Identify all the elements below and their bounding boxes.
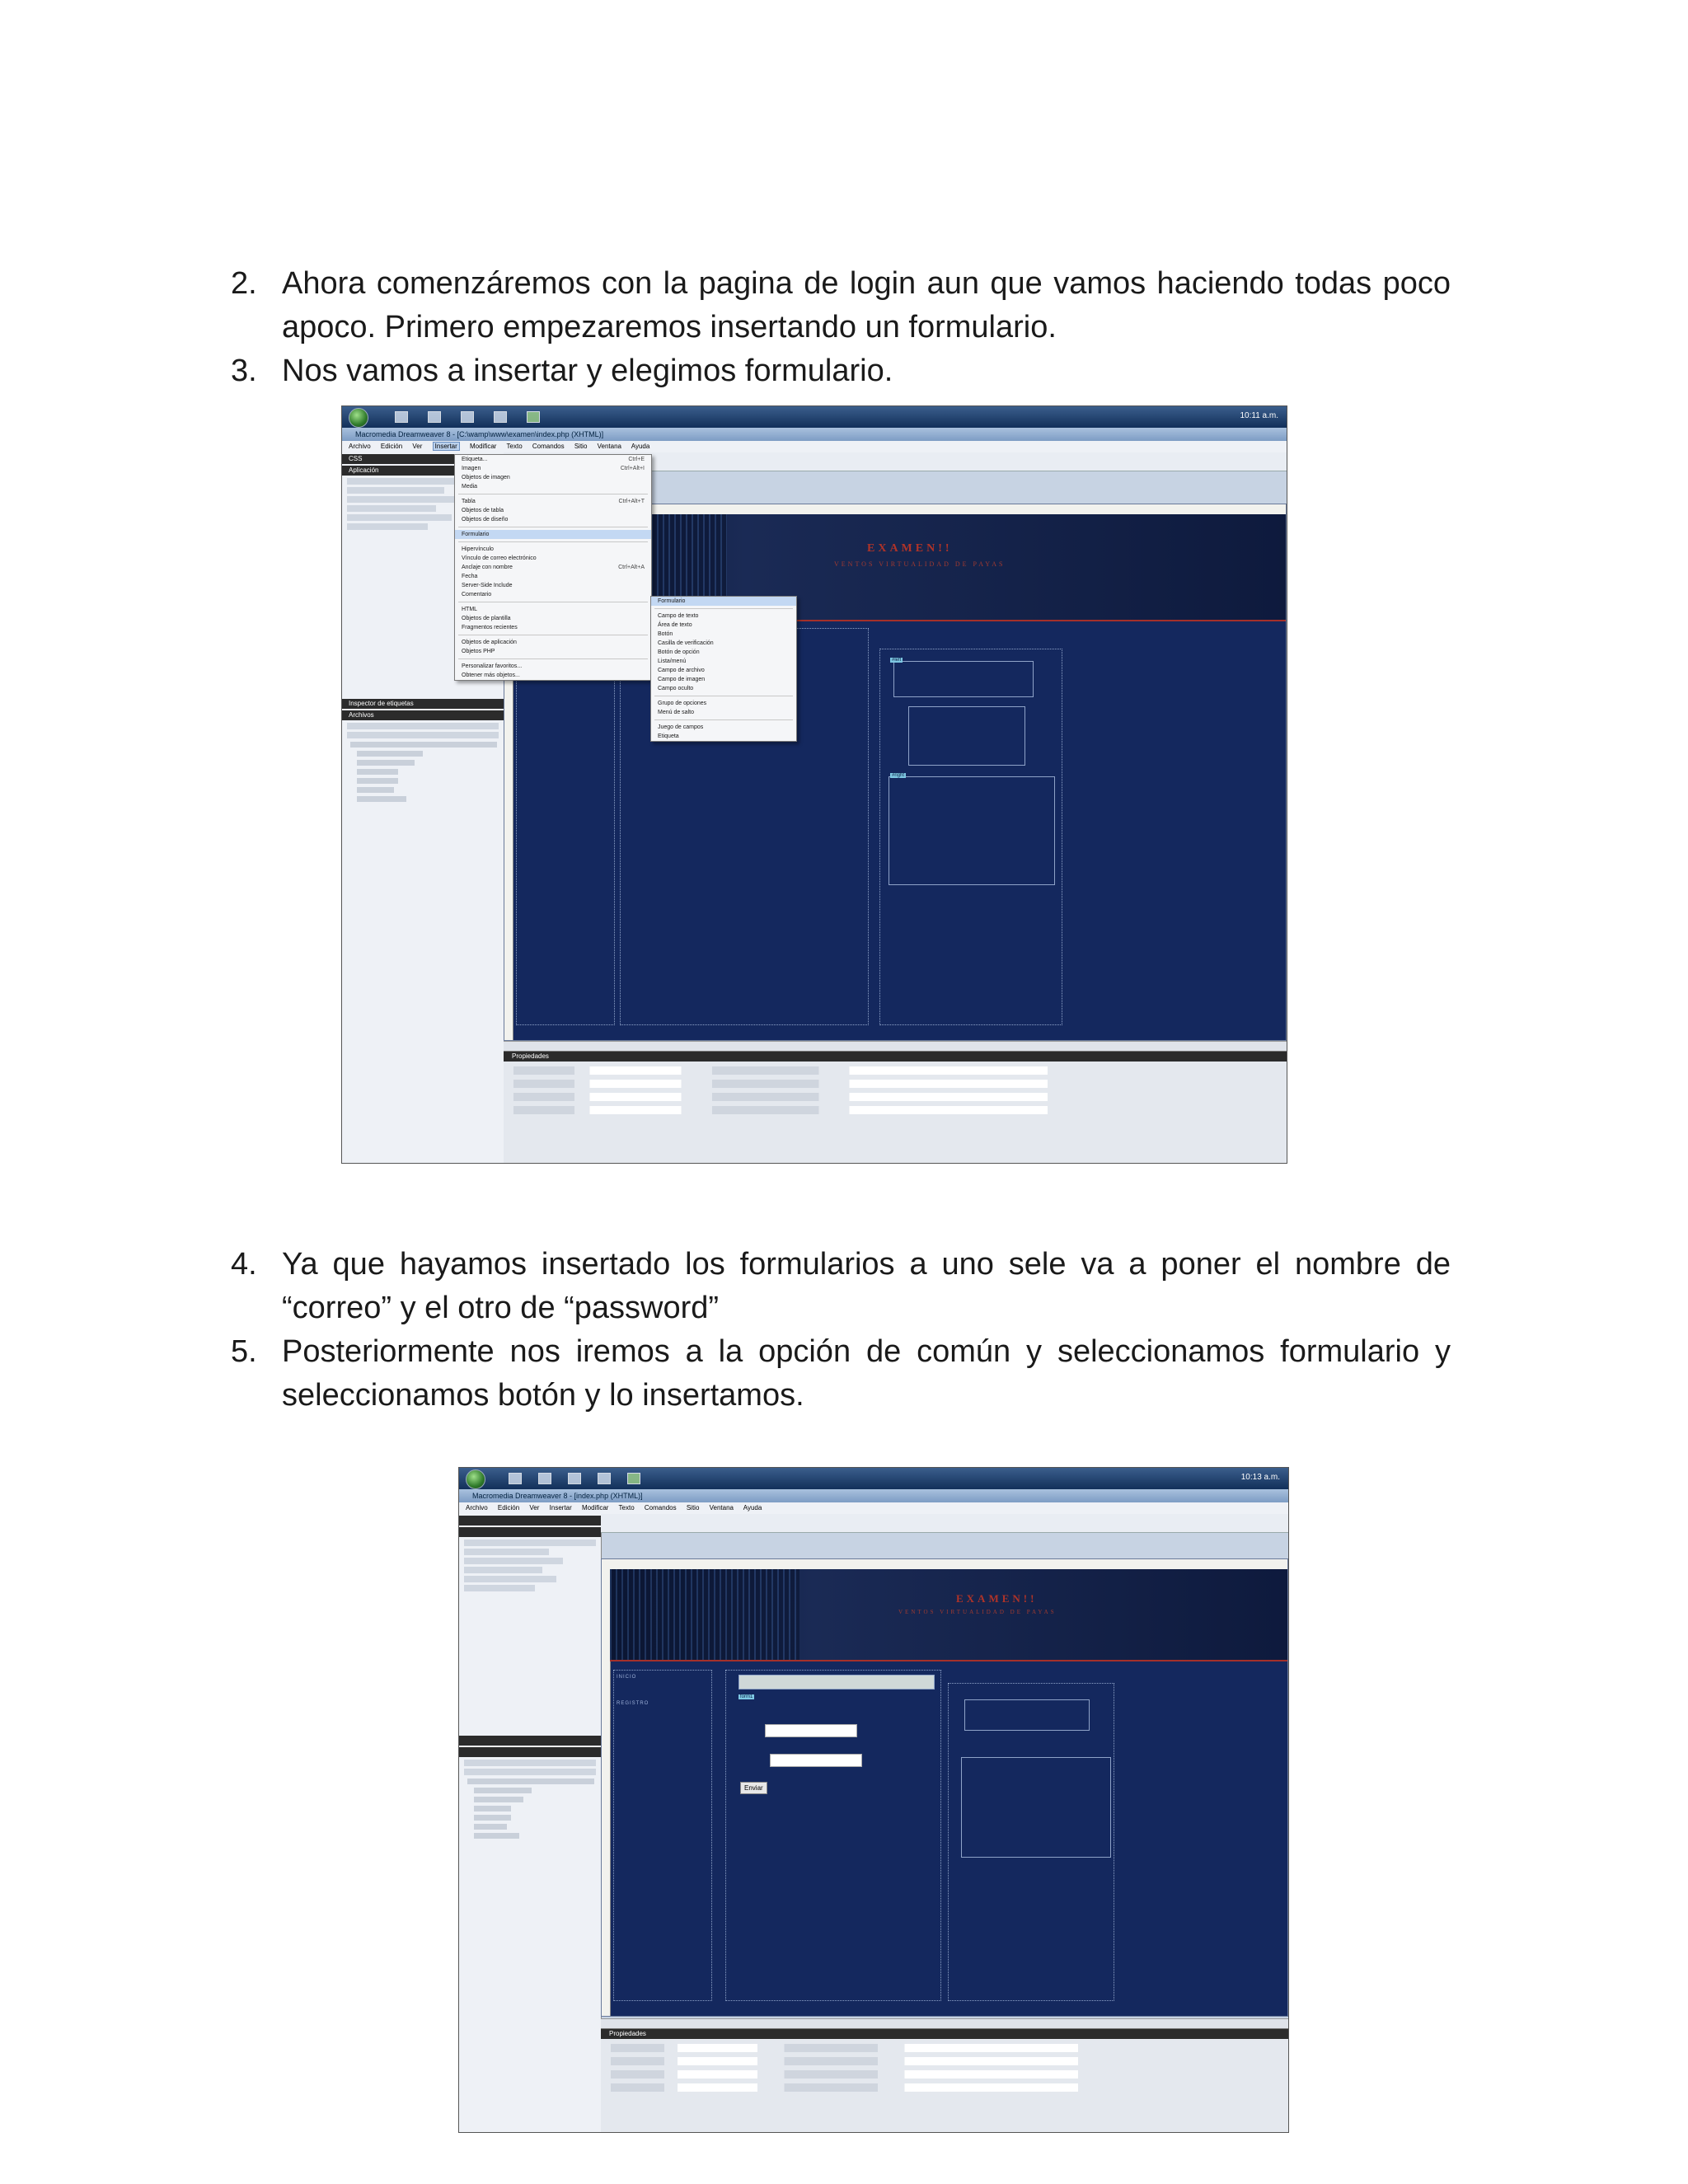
panel-content-line xyxy=(464,1558,563,1564)
menu-modificar[interactable]: Modificar xyxy=(470,443,497,450)
file-tree-item[interactable] xyxy=(467,1779,594,1784)
tray-clock: 10:11 a.m. xyxy=(1240,411,1278,420)
properties-header[interactable]: Propiedades xyxy=(504,1052,1287,1062)
layout-cell xyxy=(516,628,615,1025)
menu-item-objetos-aplicacion[interactable]: Objetos de aplicación xyxy=(462,640,517,645)
taskbar-icon[interactable] xyxy=(428,411,441,423)
menu-archivo[interactable]: Archivo xyxy=(349,443,371,450)
properties-row[interactable] xyxy=(611,2044,1278,2052)
menu-texto[interactable]: Texto xyxy=(618,1504,635,1511)
banner-subtitle: VENTOS VIRTUALIDAD DE PAYAS xyxy=(834,560,1006,568)
menu-comandos[interactable]: Comandos xyxy=(532,443,565,450)
menu-item-imagen[interactable]: Imagen Ctrl+Alt+I xyxy=(462,466,645,471)
menu-item-media[interactable]: Media xyxy=(462,484,478,490)
menu-item-hipervinculo[interactable]: Hipervínculo xyxy=(462,546,494,552)
panel-css[interactable] xyxy=(459,1516,601,1526)
submenu-item-menu-salto[interactable]: Menú de salto xyxy=(658,710,694,715)
submenu-item-campo-texto[interactable]: Campo de texto xyxy=(658,613,699,619)
files-toolbar[interactable] xyxy=(347,723,499,729)
properties-panel xyxy=(601,2028,1288,2132)
menu-item-html[interactable]: HTML xyxy=(462,607,478,612)
menu-ver[interactable]: Ver xyxy=(529,1504,540,1511)
menu-item-etiqueta[interactable]: Etiqueta... Ctrl+E xyxy=(462,457,645,462)
menu-ayuda[interactable]: Ayuda xyxy=(743,1504,762,1511)
menu-item-objetos-php[interactable]: Objetos PHP xyxy=(462,649,495,654)
menu-item-ssi[interactable]: Server-Side Include xyxy=(462,583,513,588)
start-orb-icon[interactable] xyxy=(349,408,368,428)
menu-sitio[interactable]: Sitio xyxy=(574,443,588,450)
step-number: 5. xyxy=(231,1334,257,1369)
panel-tabs[interactable] xyxy=(464,1540,596,1546)
properties-row[interactable] xyxy=(611,2057,1278,2065)
layout-cell xyxy=(964,1699,1090,1731)
step-4 xyxy=(231,1243,1451,1330)
menu-bar xyxy=(459,1502,1288,1514)
step-2 xyxy=(231,262,1451,349)
form-submenu xyxy=(650,596,797,742)
menu-bar xyxy=(342,441,1287,452)
file-tree-item[interactable] xyxy=(474,1788,532,1793)
enviar-button[interactable]: Enviar xyxy=(740,1782,767,1794)
file-tree-item[interactable] xyxy=(474,1815,511,1821)
submenu-item-area-texto[interactable]: Área de texto xyxy=(658,622,692,628)
layout-cell xyxy=(961,1757,1111,1858)
menu-edicion[interactable]: Edición xyxy=(497,1504,520,1511)
banner-texture xyxy=(610,1569,799,1660)
taskbar-icon[interactable] xyxy=(395,411,408,423)
panel-content-line xyxy=(464,1567,542,1573)
insert-menu xyxy=(454,454,652,681)
taskbar-icon[interactable] xyxy=(598,1473,611,1484)
window-title: Macromedia Dreamweaver 8 - [index.php (XHTML)] xyxy=(459,1489,1288,1502)
submenu-item-casilla[interactable]: Casilla de verificación xyxy=(658,640,714,646)
panel-archivos[interactable] xyxy=(459,1747,601,1757)
taskbar-icon[interactable] xyxy=(568,1473,581,1484)
panel-content-line xyxy=(464,1585,535,1591)
file-tree-item[interactable] xyxy=(474,1797,523,1802)
menu-item-vinculo-correo[interactable]: Vínculo de correo electrónico xyxy=(462,555,537,561)
layout-cell xyxy=(908,706,1025,766)
menu-item-objetos-diseno[interactable]: Objetos de diseño xyxy=(462,517,509,523)
submenu-item-boton-opcion[interactable]: Botón de opción xyxy=(658,649,700,655)
panel-content-line xyxy=(347,487,444,494)
banner-title: EXAMEN!! xyxy=(867,542,953,555)
step-number: 4. xyxy=(231,1247,257,1282)
file-tree-item[interactable] xyxy=(474,1824,507,1830)
submenu-item-formulario[interactable]: Formulario xyxy=(651,597,796,606)
nav-inicio[interactable]: INICIO xyxy=(617,1675,637,1680)
menu-item-obtener-objetos[interactable]: Obtener más objetos... xyxy=(462,673,520,678)
menu-comandos[interactable]: Comandos xyxy=(644,1504,677,1511)
menu-ventana[interactable]: Ventana xyxy=(709,1504,734,1511)
start-orb-icon[interactable] xyxy=(466,1469,485,1489)
menu-item-fragmentos[interactable]: Fragmentos recientes xyxy=(462,625,518,630)
panel-content-line xyxy=(347,523,428,530)
submenu-item-etiqueta[interactable]: Etiqueta xyxy=(658,733,679,739)
panel-inspector[interactable]: Inspector de etiquetas xyxy=(342,699,504,709)
menu-item-personalizar-favoritos[interactable]: Personalizar favoritos... xyxy=(462,663,523,669)
menu-ver[interactable]: Ver xyxy=(412,443,423,450)
submenu-item-campo-archivo[interactable]: Campo de archivo xyxy=(658,668,705,673)
menu-item-objetos-tabla[interactable]: Objetos de tabla xyxy=(462,508,504,513)
taskbar-icon[interactable] xyxy=(509,1473,522,1484)
step-text: Ya que hayamos insertado los formularios a uno sele va a poner el nombre de “correo” y el otro de “password” xyxy=(282,1247,1451,1325)
menu-edicion[interactable]: Edición xyxy=(380,443,403,450)
left-panel xyxy=(459,1514,602,2132)
files-toolbar[interactable] xyxy=(347,732,499,738)
step-text: Ahora comenzáremos con la pagina de login aun que vamos haciendo todas poco apoco. Primero empezaremos insertando un formulario. xyxy=(282,266,1451,344)
submenu-item-juego-campos[interactable]: Juego de campos xyxy=(658,724,704,730)
files-toolbar[interactable] xyxy=(464,1760,596,1766)
menu-sitio[interactable]: Sitio xyxy=(686,1504,700,1511)
window-title: Macromedia Dreamweaver 8 - [C:\wamp\www\examen\index.php (XHTML)] xyxy=(342,428,1287,441)
screenshot-form-with-button xyxy=(458,1467,1289,2133)
files-toolbar[interactable] xyxy=(464,1769,596,1775)
file-tree-item[interactable] xyxy=(350,742,497,748)
taskbar-icon[interactable] xyxy=(527,411,540,423)
taskbar xyxy=(459,1468,1288,1489)
taskbar xyxy=(342,406,1287,428)
file-tree-item[interactable] xyxy=(474,1806,511,1811)
properties-header[interactable]: Propiedades xyxy=(601,2029,1288,2039)
insert-toolbar[interactable] xyxy=(601,1514,1288,1533)
tray-clock: 10:13 a.m. xyxy=(1240,1473,1280,1482)
panel-archivos[interactable]: Archivos xyxy=(342,710,504,720)
menu-insertar[interactable]: Insertar xyxy=(549,1504,572,1511)
layout-cell xyxy=(613,1670,712,2001)
layout-cell xyxy=(893,661,1034,697)
tag-label: #left xyxy=(892,658,902,663)
submenu-item-grupo-opciones[interactable]: Grupo de opciones xyxy=(658,701,707,706)
submenu-item-boton[interactable]: Botón xyxy=(658,631,673,637)
design-view[interactable] xyxy=(601,1558,1288,2017)
step-number: 3. xyxy=(231,354,257,388)
step-3 xyxy=(231,349,1451,393)
file-tree-item[interactable] xyxy=(357,751,423,757)
menu-item-fecha[interactable]: Fecha xyxy=(462,574,478,579)
properties-row[interactable] xyxy=(513,1066,1277,1075)
step-number: 2. xyxy=(231,266,257,301)
menu-insertar[interactable]: Insertar xyxy=(433,442,460,451)
submenu-item-campo-imagen[interactable]: Campo de imagen xyxy=(658,677,706,682)
tag-label: #right xyxy=(892,773,905,778)
screenshot-insert-form-menu xyxy=(341,405,1287,1164)
panel-aplicacion[interactable]: Aplicación xyxy=(342,466,504,476)
menu-separator xyxy=(458,541,648,542)
menu-item-comentario[interactable]: Comentario xyxy=(462,592,492,598)
menu-item-formulario[interactable]: Formulario xyxy=(455,530,651,539)
panel-content-line xyxy=(464,1549,549,1555)
menu-item-objetos-plantilla[interactable]: Objetos de plantilla xyxy=(462,616,511,621)
panel-content-line xyxy=(347,496,460,503)
file-tree-item[interactable] xyxy=(357,769,398,775)
panel-content-line xyxy=(347,514,452,521)
step-5 xyxy=(231,1330,1451,1418)
file-tree-item[interactable] xyxy=(357,778,398,784)
password-field[interactable] xyxy=(770,1754,862,1767)
menu-ayuda[interactable]: Ayuda xyxy=(631,443,650,450)
taskbar-icon[interactable] xyxy=(494,411,507,423)
nav-registro[interactable]: REGISTRO xyxy=(617,1701,649,1706)
page-banner xyxy=(610,1569,1287,1661)
submenu-item-campo-oculto[interactable]: Campo oculto xyxy=(658,686,694,691)
panel-inspector[interactable] xyxy=(459,1736,601,1746)
step-text: Nos vamos a insertar y elegimos formulario. xyxy=(282,354,893,388)
menu-item-tabla[interactable]: Tabla Ctrl+Alt+T xyxy=(462,499,645,504)
panel-aplicacion[interactable] xyxy=(459,1527,601,1537)
properties-row[interactable] xyxy=(611,2070,1278,2079)
properties-row[interactable] xyxy=(513,1106,1277,1114)
submenu-item-lista-menu[interactable]: Lista/menú xyxy=(658,658,687,664)
taskbar-icon[interactable] xyxy=(538,1473,551,1484)
banner-subtitle: VENTOS VIRTUALIDAD DE PAYAS xyxy=(898,1609,1057,1615)
menu-item-objetos-imagen[interactable]: Objetos de imagen xyxy=(462,475,510,480)
menu-separator xyxy=(654,719,793,720)
layout-cell xyxy=(738,1675,935,1690)
menu-item-anclaje[interactable]: Anclaje con nombre Ctrl+Alt+A xyxy=(462,565,645,570)
panel-content-line xyxy=(464,1576,556,1582)
properties-panel xyxy=(504,1051,1287,1163)
tag-label: form1 xyxy=(740,1694,753,1699)
file-tree-item[interactable] xyxy=(474,1833,519,1839)
layout-cell xyxy=(725,1670,941,2001)
banner-title: EXAMEN!! xyxy=(956,1592,1038,1605)
taskbar-icon[interactable] xyxy=(627,1473,640,1484)
step-text: Posteriormente nos iremos a la opción de común y seleccionamos formulario y seleccionamos botón y lo insertamos. xyxy=(282,1334,1451,1413)
menu-ventana[interactable]: Ventana xyxy=(597,443,621,450)
menu-separator xyxy=(654,608,793,609)
panel-css[interactable]: CSS xyxy=(342,454,504,464)
file-tree-item[interactable] xyxy=(357,787,394,793)
file-tree-item[interactable] xyxy=(357,796,406,802)
correo-field[interactable] xyxy=(765,1724,857,1737)
file-tree-item[interactable] xyxy=(357,760,415,766)
menu-modificar[interactable]: Modificar xyxy=(582,1504,609,1511)
menu-separator xyxy=(458,658,648,659)
taskbar-icon[interactable] xyxy=(461,411,474,423)
layout-cell xyxy=(889,776,1055,885)
properties-row[interactable] xyxy=(513,1080,1277,1088)
menu-texto[interactable]: Texto xyxy=(506,443,523,450)
menu-archivo[interactable]: Archivo xyxy=(466,1504,488,1511)
panel-content-line xyxy=(347,505,436,512)
properties-row[interactable] xyxy=(513,1093,1277,1101)
properties-row[interactable] xyxy=(611,2083,1278,2092)
